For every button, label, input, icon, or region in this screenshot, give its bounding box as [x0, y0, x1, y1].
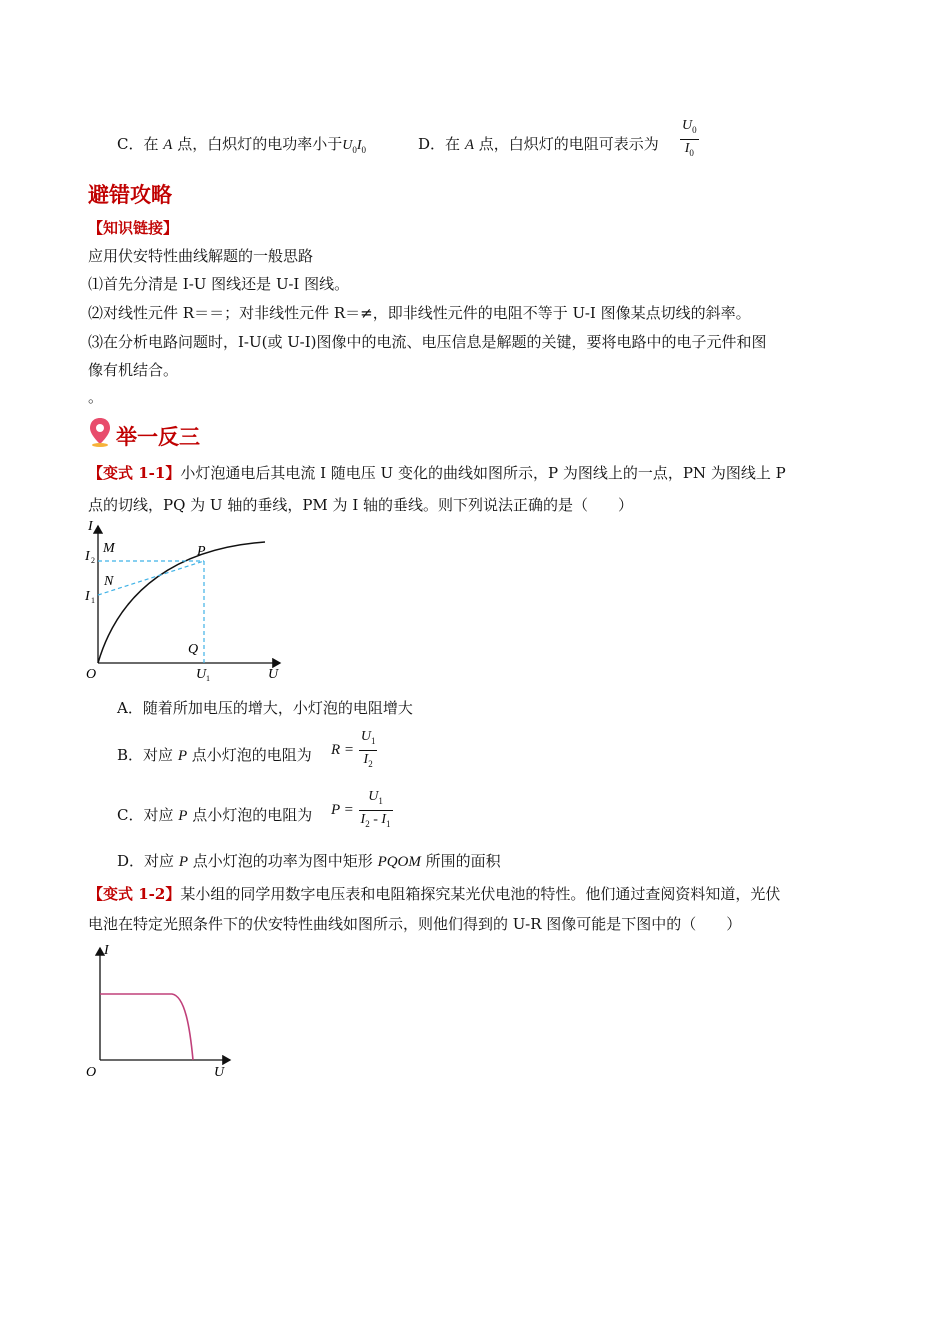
graph1-label-i1: I	[85, 589, 90, 604]
variant-1-1-line-2: 点的切线，PQ 为 U 轴的垂线，PM 为 I 轴的垂线。则下列说法正确的是（ ）	[88, 496, 634, 514]
pv-iu-graph	[80, 938, 240, 1083]
option-c: C．对应 P 点小灯泡的电阻为	[117, 806, 313, 824]
graph1-label-i1-sub: 1	[91, 596, 95, 605]
knowledge-line-0: 应用伏安特性曲线解题的一般思路	[88, 247, 314, 265]
option-d-top: D．在 A 点，白炽灯的电阻可表示为	[418, 135, 659, 153]
location-pin-icon	[88, 417, 112, 451]
graph1-label-i2-sub: 2	[91, 556, 95, 565]
option-a: A．随着所加电压的增大，小灯泡的电阻增大	[117, 699, 413, 717]
iu-curve-graph	[80, 518, 290, 683]
graph1-label-u1-sub: 1	[206, 674, 210, 683]
option-b: B．对应 P 点小灯泡的电阻为	[117, 746, 312, 764]
variant-1-2-line-2: 电池在特定光照条件下的伏安特性曲线如图所示，则他们得到的 U-R 图像可能是下图中的（ ）	[88, 915, 742, 933]
graph2-label-i: I	[104, 943, 109, 958]
graph1-label-i2: I	[85, 549, 90, 564]
graph1-label-m: M	[103, 541, 115, 556]
knowledge-line-5: 。	[88, 388, 104, 406]
graph1-label-p: P	[197, 544, 206, 559]
section-title: 避错攻略	[88, 183, 172, 207]
graph1-label-n: N	[104, 574, 114, 589]
graph1-label-q: Q	[188, 642, 199, 657]
knowledge-line-2: ⑵对线性元件 R＝＝；对非线性元件 R＝≠，即非线性元件的电阻不等于 U-I 图像某点切线的斜率。	[88, 304, 751, 322]
fraction-u1-i2: R = $\frac{U_1}{I_2}$	[331, 729, 376, 769]
graph1-label-i: I	[88, 519, 93, 534]
knowledge-line-3: ⑶在分析电路问题时，I-U(或 U-I)图像中的电流、电压信息是解题的关键，要将电路中的电子元件和图	[88, 333, 767, 351]
fraction-u0-i0: $\frac{U_0}{I_0}$	[682, 118, 697, 158]
option-d: D．对应 P 点小灯泡的功率为图中矩形 PQOM 所围的面积	[117, 852, 501, 870]
graph2-label-u: U	[214, 1065, 225, 1080]
graph1-label-u: U	[268, 667, 279, 682]
knowledge-line-4: 像有机结合。	[88, 361, 179, 379]
examples-title: 举一反三	[116, 425, 200, 449]
option-c-top: C．在 A 点，白炽灯的电功率小于$U_0I_0$	[117, 135, 367, 155]
variant-1-2-line-1: 【变式 1-2】某小组的同学用数字电压表和电阻箱探究某光伏电池的特性。他们通过查阅资料知道，光伏	[88, 885, 781, 903]
graph1-label-o: O	[86, 667, 97, 682]
graph1-label-u1: U	[196, 667, 207, 682]
graph2-label-o: O	[86, 1065, 97, 1080]
knowledge-line-1: ⑴首先分清是 I-U 图线还是 U-I 图线。	[88, 275, 350, 293]
knowledge-heading: 【知识链接】	[88, 219, 179, 237]
variant-1-1-line-1: 【变式 1-1】小灯泡通电后其电流 I 随电压 U 变化的曲线如图所示，P 为图线上的一点，PN 为图线上 P	[88, 464, 786, 482]
fraction-u1-i2-minus-i1: P = $\frac{U_1}{I_2 - I_1}$	[331, 789, 391, 829]
